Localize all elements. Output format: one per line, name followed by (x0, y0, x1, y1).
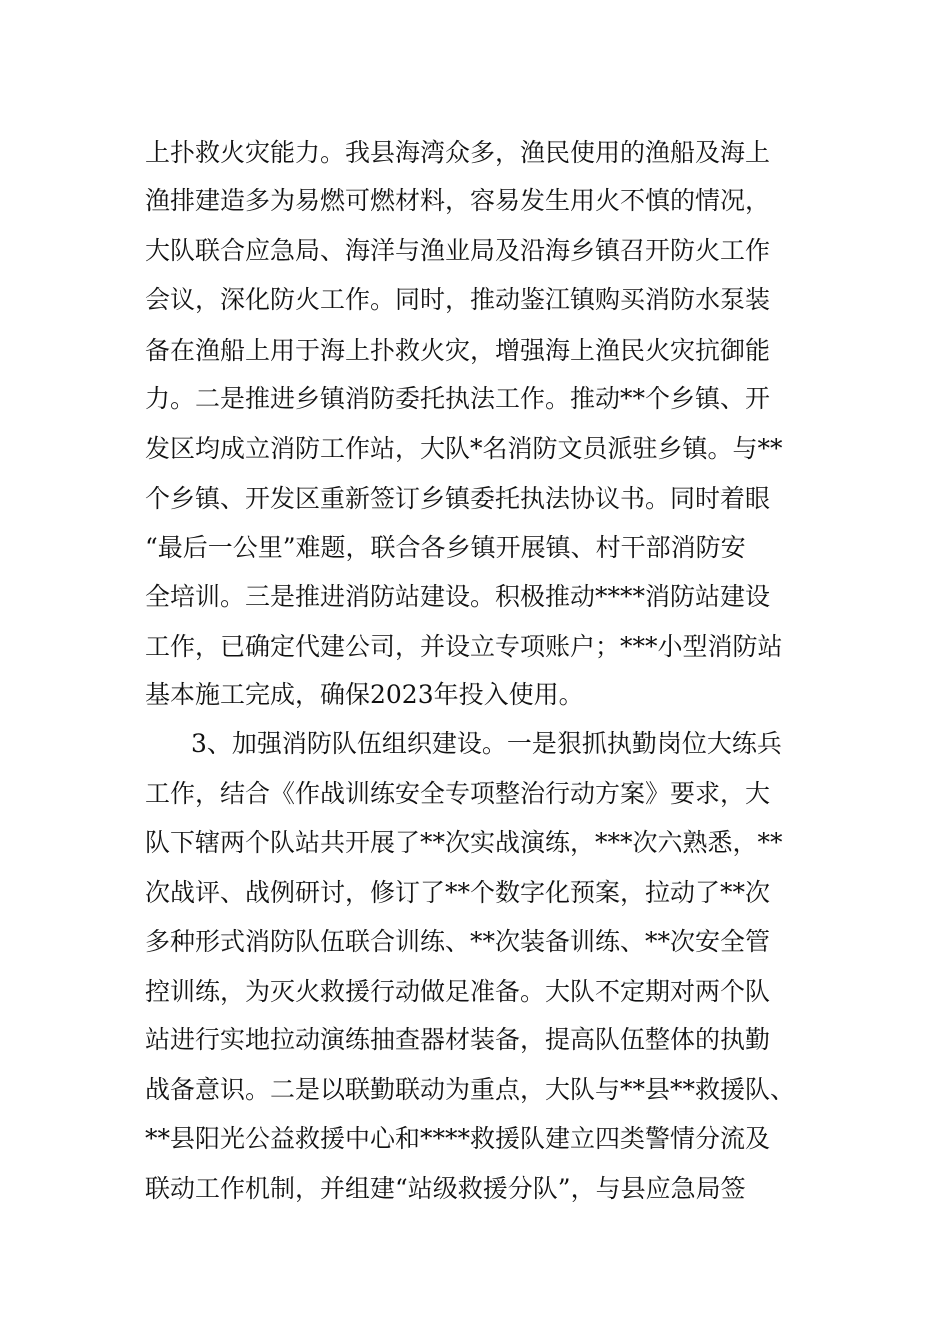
text-line: 站进行实地拉动演练抽查器材装备，提高队伍整体的执勤 (145, 1025, 771, 1054)
text-line: 上扑救火灾能力。我县海湾众多，渔民使用的渔船及海上 (145, 138, 771, 167)
text-line: 全培训。三是推进消防站建设。积极推动****消防站建设 (145, 582, 771, 611)
text-line: 工作，结合《作战训练安全专项整治行动方案》要求，大 (145, 779, 771, 808)
text-line: 发区均成立消防工作站，大队*名消防文员派驻乡镇。与** (145, 434, 783, 463)
text-line: 大队联合应急局、海洋与渔业局及沿海乡镇召开防火工作 (145, 236, 771, 265)
text-line: 多种形式消防队伍联合训练、**次装备训练、**次安全管 (145, 927, 771, 956)
text-line: 队下辖两个队站共开展了**次实战演练，***次六熟悉，** (145, 828, 783, 857)
text-line: 工作，已确定代建公司，并设立专项账户；***小型消防站 (145, 632, 783, 661)
text-line: 基本施工完成，确保2023年投入使用。 (145, 680, 584, 709)
text-line: 次战评、战例研讨，修订了**个数字化预案，拉动了**次 (145, 878, 771, 907)
text-line: 战备意识。二是以联勤联动为重点，大队与**县**救援队、 (145, 1075, 796, 1104)
text-line: 会议，深化防火工作。同时，推动鉴江镇购买消防水泵装 (145, 285, 771, 314)
text-line: 备在渔船上用于海上扑救火灾，增强海上渔民火灾抗御能 (145, 336, 771, 365)
text-line: **县阳光公益救援中心和****救援队建立四类警情分流及 (145, 1124, 771, 1153)
text-line: 控训练，为灭火救援行动做足准备。大队不定期对两个队 (145, 977, 771, 1006)
text-line: 联动工作机制，并组建“站级救援分队”，与县应急局签 (145, 1174, 746, 1203)
paragraph-start-line: 3、加强消防队伍组织建设。一是狠抓执勤岗位大练兵 (191, 729, 782, 758)
text-line: “最后一公里”难题，联合各乡镇开展镇、村干部消防安 (145, 533, 746, 562)
text-line: 力。二是推进乡镇消防委托执法工作。推动**个乡镇、开 (145, 384, 771, 413)
text-line: 个乡镇、开发区重新签订乡镇委托执法协议书。同时着眼 (145, 484, 771, 513)
text-line: 渔排建造多为易燃可燃材料，容易发生用火不慎的情况， (145, 186, 771, 215)
